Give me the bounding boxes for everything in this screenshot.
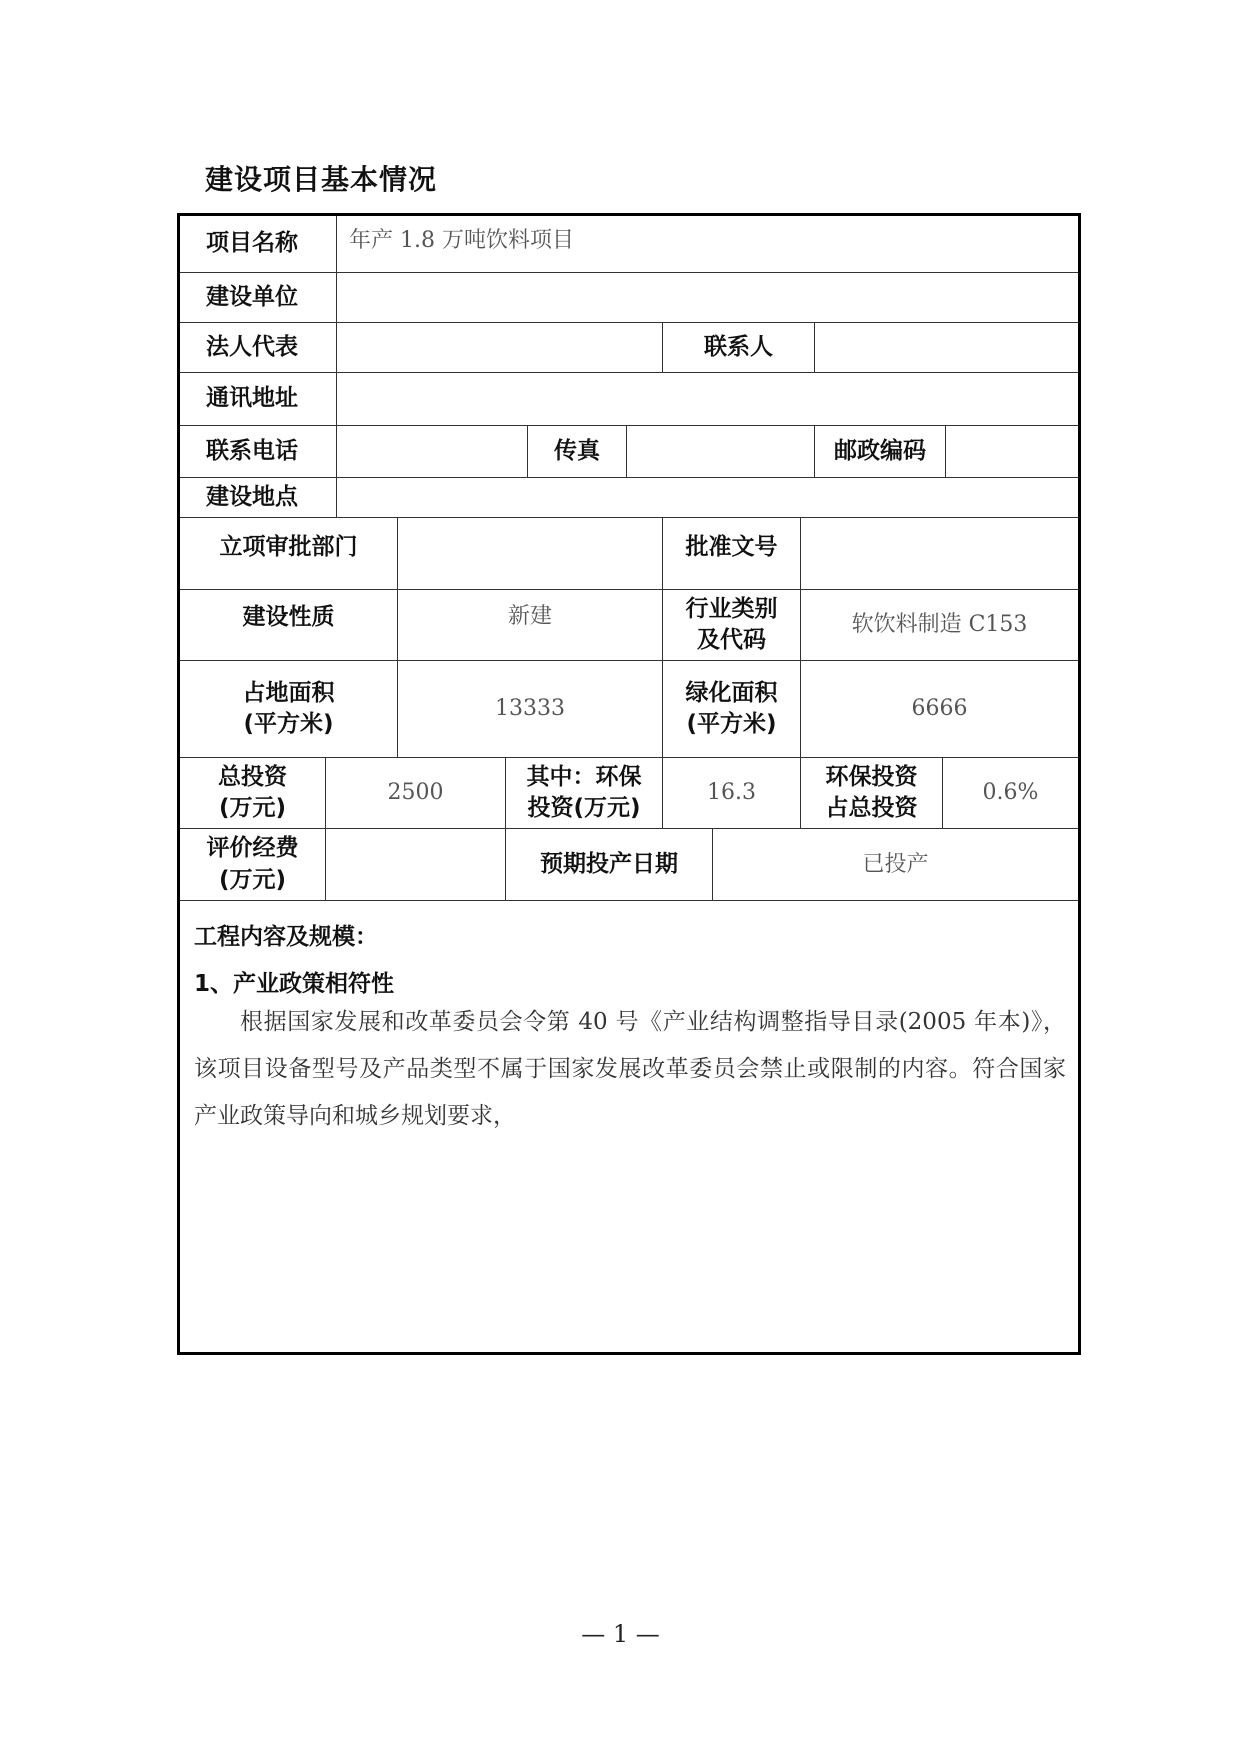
expected-date-label: 预期投产日期 [506, 829, 713, 901]
green-label-line2: (平方米) [686, 711, 777, 737]
area-label [180, 661, 398, 758]
area-value: 13333 [398, 661, 663, 758]
eval-fee-label-line2: (万元) [218, 866, 287, 893]
address-label: 通讯地址 [180, 373, 337, 426]
expected-date-value: 已投产 [713, 829, 1078, 901]
approval-no-value [801, 518, 1078, 590]
area-label-line2: (平方米) [243, 711, 334, 737]
approval-dept-value [398, 518, 663, 590]
env-invest-label-line2: 投资(万元) [527, 795, 641, 821]
postcode-label: 邮政编码 [815, 426, 946, 478]
eval-fee-label [180, 829, 326, 901]
nature-label: 建设性质 [180, 590, 398, 661]
nature-value: 新建 [398, 590, 663, 661]
content-heading: 工程内容及规模： [194, 924, 378, 950]
invest-value: 2500 [326, 758, 506, 829]
approval-no-label: 批准文号 [663, 518, 801, 590]
contact-label: 联系人 [663, 323, 815, 373]
env-ratio-value: 0.6% [943, 758, 1078, 829]
env-ratio-label [801, 758, 943, 829]
area-label-line1: 占地面积 [242, 679, 335, 706]
project-name-label: 项目名称 [180, 216, 337, 273]
section1-title: 1、产业政策相符性 [194, 971, 395, 997]
project-name-value: 年产 1.8 万吨饮料项目 [337, 216, 1078, 273]
env-invest-value: 16.3 [663, 758, 801, 829]
invest-label-line2: (万元) [218, 795, 287, 821]
project-info-table [177, 213, 1081, 1355]
postcode-value [946, 426, 1078, 478]
phone-label: 联系电话 [180, 426, 337, 478]
eval-fee-label-line1: 评价经费 [206, 835, 299, 862]
eval-fee-value [326, 829, 506, 901]
contact-value [815, 323, 1078, 373]
page-title: 建设项目基本情况 [205, 163, 438, 196]
approval-dept-label: 立项审批部门 [180, 518, 398, 590]
green-value: 6666 [801, 661, 1078, 758]
site-value [337, 478, 1078, 518]
site-label: 建设地点 [180, 478, 337, 518]
green-label [663, 661, 801, 758]
legal-rep-label: 法人代表 [180, 323, 337, 373]
env-ratio-label-line2: 占总投资 [825, 795, 918, 821]
green-label-line1: 绿化面积 [685, 679, 778, 706]
legal-rep-value [337, 323, 663, 373]
page-number: — 1 — [581, 1620, 660, 1648]
env-ratio-label-line1: 环保投资 [825, 763, 918, 790]
builder-value [337, 273, 1078, 323]
builder-label: 建设单位 [180, 273, 337, 323]
address-value [337, 373, 1078, 426]
industry-value: 软饮料制造 C153 [801, 590, 1078, 661]
industry-label-line1: 行业类别 [685, 595, 778, 622]
industry-label [663, 590, 801, 661]
env-invest-label-line1: 其中：环保 [526, 763, 642, 790]
fax-label: 传真 [528, 426, 627, 478]
fax-value [627, 426, 815, 478]
phone-value [337, 426, 528, 478]
env-invest-label [506, 758, 663, 829]
section1-text: 根据国家发展和改革委员会令第 40 号《产业结构调整指导目录(2005 年本)》，该项目设备型号及产品类型不属于国家发展改革委员会禁止或限制的内容。符合国家产业政策导向和城乡规划要求， [194, 1009, 1066, 1129]
invest-label [180, 758, 326, 829]
invest-label-line1: 总投资 [218, 763, 287, 790]
industry-label-line2: 及代码 [697, 627, 766, 653]
